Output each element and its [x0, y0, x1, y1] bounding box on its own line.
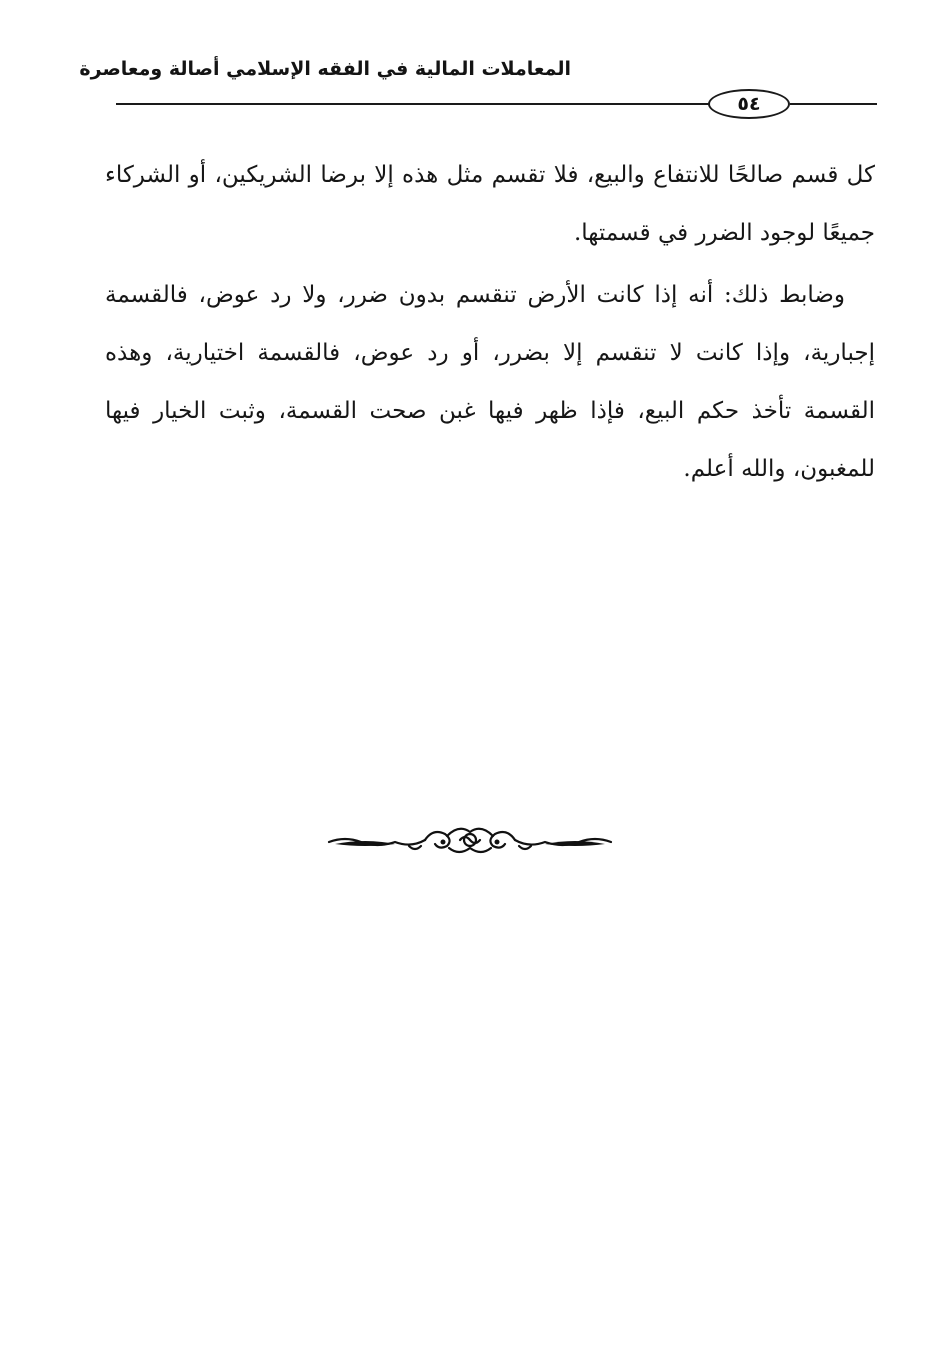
- header-rule-left: [116, 103, 710, 105]
- paragraph-continuation: كل قسم صالحًا للانتفاع والبيع، فلا تقسم مثل هذه إلا برضا الشريكين، أو الشركاء جميعًا لوجود الضرر في قسمتها.: [105, 162, 875, 246]
- book-title: المعاملات المالية في الفقه الإسلامي أصالة ومعاصرة: [79, 58, 571, 80]
- body-text: [105, 146, 875, 498]
- arabesque-divider-icon: [325, 822, 615, 858]
- header-rule-right: [790, 103, 877, 105]
- paragraph-rule: وضابط ذلك: أنه إذا كانت الأرض تنقسم بدون ضرر، ولا رد عوض، فالقسمة إجبارية، وإذا كانت لا تنقسم إلا بضرر، أو رد عوض، فالقسمة اختيارية، وهذه القسمة تأخذ حكم البيع، فإذا ظهر فيها غبن صحت القسمة، وثبت الخيار فيها للمغبون، والله أعلم.: [105, 282, 875, 482]
- page-number: ٥٤: [708, 89, 790, 119]
